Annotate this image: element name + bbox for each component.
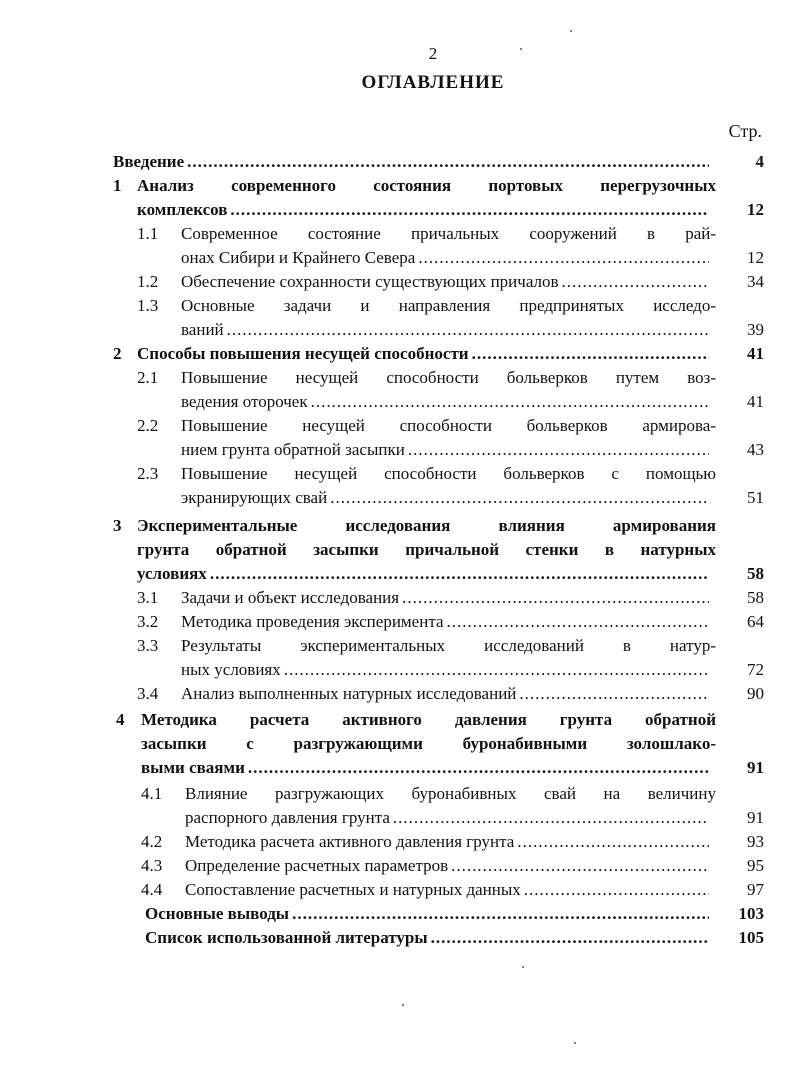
chapter-number: 2 (113, 344, 122, 363)
toc-section-3-3-cont[interactable]: ных условиях ..... 72 (0, 658, 794, 682)
page-ref: 93 (747, 832, 764, 851)
toc-entry-conclusions[interactable]: Основные выводы ..... 103 (0, 902, 794, 926)
section-number: 4.3 (141, 856, 163, 875)
page-ref: 64 (747, 612, 764, 631)
section-number: 1.1 (137, 224, 159, 243)
section-number: 4.2 (141, 832, 163, 851)
toc-section-4-2[interactable]: 4.2 Методика расчета активного давления грунта ..... 93 (0, 830, 794, 854)
chapter-number: 4 (116, 710, 125, 729)
page-ref: 91 (747, 808, 764, 827)
page-ref: 39 (747, 320, 764, 339)
section-number: 1.3 (137, 296, 159, 315)
section-number: 3.3 (137, 636, 159, 655)
page-ref: 12 (747, 248, 764, 267)
page-ref: 4 (755, 152, 764, 171)
page-number: 2 (428, 44, 438, 63)
toc-section-2-3-cont[interactable]: экранирующих свай ..... 51 (0, 486, 794, 510)
page-ref: 58 (747, 588, 764, 607)
toc-chapter-3-cont[interactable]: грунта обратной засыпки причальной стенки в натурных (137, 540, 716, 559)
toc-section-2-2-cont[interactable]: нием грунта обратной засыпки ..... 43 (0, 438, 794, 462)
toc-section-1-3-cont[interactable]: ваний ..... 39 (0, 318, 794, 342)
page-ref: 90 (747, 684, 764, 703)
toc-section-3-2[interactable]: 3.2 Методика проведения эксперимента ..... 64 (0, 610, 794, 634)
page-ref: 95 (747, 856, 764, 875)
toc-section-2-2[interactable]: 2.2 Повышение несущей способности больверков армирова- (0, 414, 794, 438)
toc-entry-intro[interactable]: Введение ..... 4 (0, 150, 794, 174)
page-ref: 58 (747, 564, 764, 583)
toc-section-4-4[interactable]: 4.4 Сопоставление расчетных и натурных данных ..... 97 (0, 878, 794, 902)
toc-section-4-1[interactable]: 4.1 Влияние разгружающих буронабивных свай на величину (0, 782, 794, 806)
page-title: ОГЛАВЛЕНИЕ (361, 72, 505, 93)
toc-chapter-3-cont2[interactable]: условиях ..... 58 (0, 562, 794, 586)
page-ref: 51 (747, 488, 764, 507)
page-ref: 72 (747, 660, 764, 679)
page-ref: 43 (747, 440, 764, 459)
page-ref: 97 (747, 880, 764, 899)
chapter-number: 1 (113, 176, 122, 195)
toc-chapter-4-cont[interactable]: засыпки с разгружающими буронабивными золошлако- (141, 734, 716, 753)
section-number: 2.1 (137, 368, 159, 387)
toc-section-2-3[interactable]: 2.3 Повышение несущей способности больверков с помощью (0, 462, 794, 486)
toc-section-3-1[interactable]: 3.1 Задачи и объект исследования ..... 58 (0, 586, 794, 610)
page-column-label: Стр. (728, 121, 762, 141)
toc-chapter-4[interactable]: 4 Методика расчета активного давления грунта обратной (0, 708, 794, 732)
chapter-number: 3 (113, 516, 122, 535)
page-ref: 34 (747, 272, 764, 291)
toc-entry-references[interactable]: Список использованной литературы ..... 105 (0, 926, 794, 950)
toc-section-2-1-cont[interactable]: ведения оторочек ..... 41 (0, 390, 794, 414)
toc-section-1-1[interactable]: 1.1 Современное состояние причальных сооружений в рай- (0, 222, 794, 246)
toc-chapter-1-cont[interactable]: комплексов ..... 12 (0, 198, 794, 222)
page-ref: 12 (747, 200, 764, 219)
toc-section-3-3[interactable]: 3.3 Результаты экспериментальных исследований в натур- (0, 634, 794, 658)
toc-section-3-4[interactable]: 3.4 Анализ выполненных натурных исследований ..... 90 (0, 682, 794, 706)
toc-chapter-4-cont2[interactable]: выми сваями ..... 91 (0, 756, 794, 780)
toc-chapter-3[interactable]: 3 Экспериментальные исследования влияния армирования (0, 514, 794, 538)
toc-section-4-3[interactable]: 4.3 Определение расчетных параметров ..... 95 (0, 854, 794, 878)
toc-chapter-2[interactable]: 2 Способы повышения несущей способности ..... 41 (0, 342, 794, 366)
toc-section-4-1-cont[interactable]: распорного давления грунта ..... 91 (0, 806, 794, 830)
toc-section-1-1-cont[interactable]: онах Сибири и Крайнего Севера ..... 12 (0, 246, 794, 270)
toc-chapter-1[interactable]: 1 Анализ современного состояния портовых перегрузочных (0, 174, 794, 198)
page-ref: 41 (747, 392, 764, 411)
page-ref: 41 (747, 344, 764, 363)
page-ref: 91 (747, 758, 764, 777)
section-number: 4.1 (141, 784, 163, 803)
toc-section-1-2[interactable]: 1.2 Обеспечение сохранности существующих причалов ..... 34 (0, 270, 794, 294)
page-ref: 103 (738, 904, 764, 923)
toc-section-1-3[interactable]: 1.3 Основные задачи и направления предпринятых исследо- (0, 294, 794, 318)
section-number: 4.4 (141, 880, 163, 899)
section-number: 3.1 (137, 588, 159, 607)
section-number: 3.4 (137, 684, 159, 703)
toc-section-2-1[interactable]: 2.1 Повышение несущей способности больверков путем воз- (0, 366, 794, 390)
page-ref: 105 (738, 928, 764, 947)
section-number: 2.3 (137, 464, 159, 483)
section-number: 2.2 (137, 416, 159, 435)
section-number: 3.2 (137, 612, 159, 631)
section-number: 1.2 (137, 272, 159, 291)
